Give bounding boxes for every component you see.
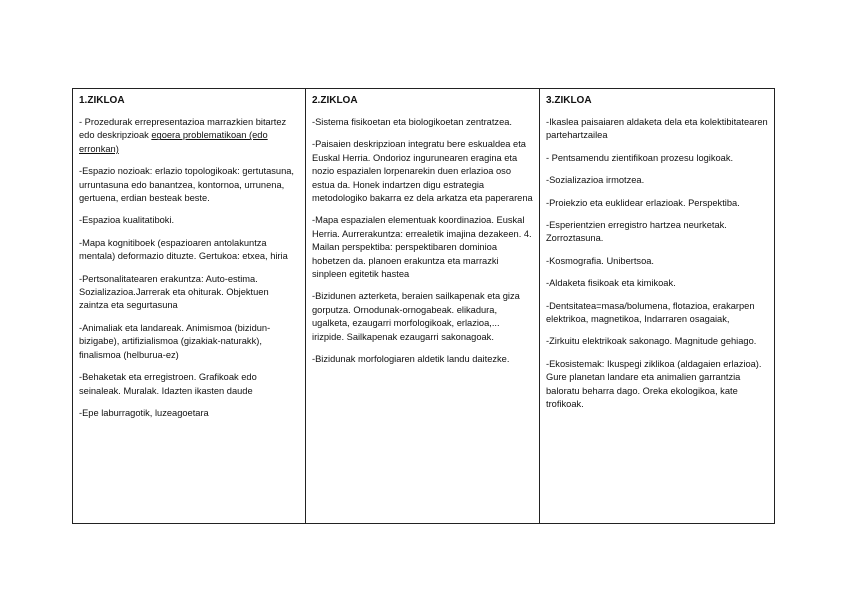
cycle-3-paragraph: -Sozializazioa irmotzea. (546, 175, 645, 186)
underlined-text: egoera problematikoan (edo erronkan) (79, 130, 268, 154)
cycle-1-paragraph: -Espazioa kualitatiboki. (79, 215, 175, 226)
cycle-1-paragraph: -Epe laburragotik, luzeagoetara (79, 407, 209, 418)
cycle-1-paragraph: -Mapa kognitiboek (espazioaren antolakuntza mentala) deformazio dituzte. Gertukoa: etxea, hiria (79, 237, 288, 262)
cycle-3-paragraph: -Aldaketa fisikoak eta kimikoak. (546, 278, 676, 289)
cycle-3-paragraph: -Esperientzien erregistro hartzea neurketak. Zorroztasuna. (546, 220, 727, 244)
cycles-table (72, 88, 775, 524)
cycle-2-heading: 2.ZIKLOA (312, 95, 358, 106)
cycle-1-paragraph: -Espazio nozioak: erlazio topologikoak: gertutasuna, urruntasuna edo banantzea, kontornoa, urrunena, gertuena, erdian besteak beste. (79, 166, 294, 204)
cycle-1-paragraph: -Animaliak eta landareak. Animismoa (bizidun-bizigabe), artifizialismoa (gizakiak-naturakk), finalismoa (helburua-ez) (79, 322, 271, 360)
cycle-2-paragraph: -Sistema fisikoetan eta biologikoetan zentratzea. (312, 117, 512, 127)
cycle-2-paragraph: -Mapa espazialen elementuak koordinazioa. Euskal Herria. Aurrerakuntza: errealetik imajina dezakeen. 4. Mailan perspektiba: perspektibaren dominioa hobetzen da. planoen erakuntza eta marrazki sinpleen egitetik hastea (312, 215, 532, 280)
cycle-1-paragraph (79, 116, 299, 156)
cycle-1-paragraph: -Pertsonalitatearen erakuntza: Auto-estima. Sozializazioa.Jarrerak eta ohiturak. Objektuen zaintza eta segurtasuna (79, 273, 269, 311)
cycle-1-paragraph-text: - Prozedurak errepresentazioa marrazkien bitartez edo deskripzioak (79, 117, 287, 141)
cycle-1-heading: 1.ZIKLOA (79, 95, 125, 106)
cycle-3-paragraph: -Dentsitatea=masa/bolumena, flotazioa, erakarpen elektrikoa, magnetikoa, Indarraren osagaiak, (546, 300, 755, 325)
cycle-3-heading: 3.ZIKLOA (546, 95, 592, 106)
cycle-3-paragraph: - Pentsamendu zientifikoan prozesu logikoak. (546, 152, 734, 163)
cycle-2-paragraph: -Bizidunen azterketa, beraien sailkapenak eta giza gorputza. Ornodunak-ornogabeak. elikadura, ugalketa, ezaugarri morfologikoak, erlazioa,... irizpide. Sailkapenak ezaugarri sakonagoak. (312, 291, 520, 342)
cycle-1-column (73, 89, 306, 524)
cycle-3-paragraph: -Proiekzio eta euklidear erlazioak. Perspektiba. (546, 197, 740, 208)
cycle-3-column (540, 89, 775, 524)
cycle-2-paragraph: -Bizidunak morfologiaren aldetik landu daitezke. (312, 354, 510, 365)
cycle-3-paragraph: -Kosmografia. Unibertsoa. (546, 255, 654, 266)
cycle-2-paragraph: -Paisaien deskripzioan integratu bere eskualdea eta Euskal Herria. Ondorioz ingurunearen eragina eta nozio espazialen lorpenarekin duen erlazioa oso estua da. Honek indartzen digu estrategia metodologiko bakarra ez dela arkatza eta paperarena (312, 139, 533, 204)
cycle-2-column (306, 89, 540, 524)
cycle-1-paragraph: -Behaketak eta erregistroen. Grafikoak edo seinaleak. Muralak. Idazten ikasten daude (79, 372, 257, 396)
cycle-3-paragraph: -Zirkuitu elektrikoak sakonago. Magnitude gehiago. (546, 336, 757, 347)
cycle-3-paragraph: -Ekosistemak: Ikuspegi ziklikoa (aldagaien erlazioa). Gure planetan landare eta animalien garrantzia baloratu beharra dago. Oreka ekologikoa, kate trofikoak. (546, 358, 762, 410)
cycle-3-paragraph: -Ikaslea paisaiaren aldaketa dela eta kolektibitatearen partehartzailea (546, 117, 768, 141)
